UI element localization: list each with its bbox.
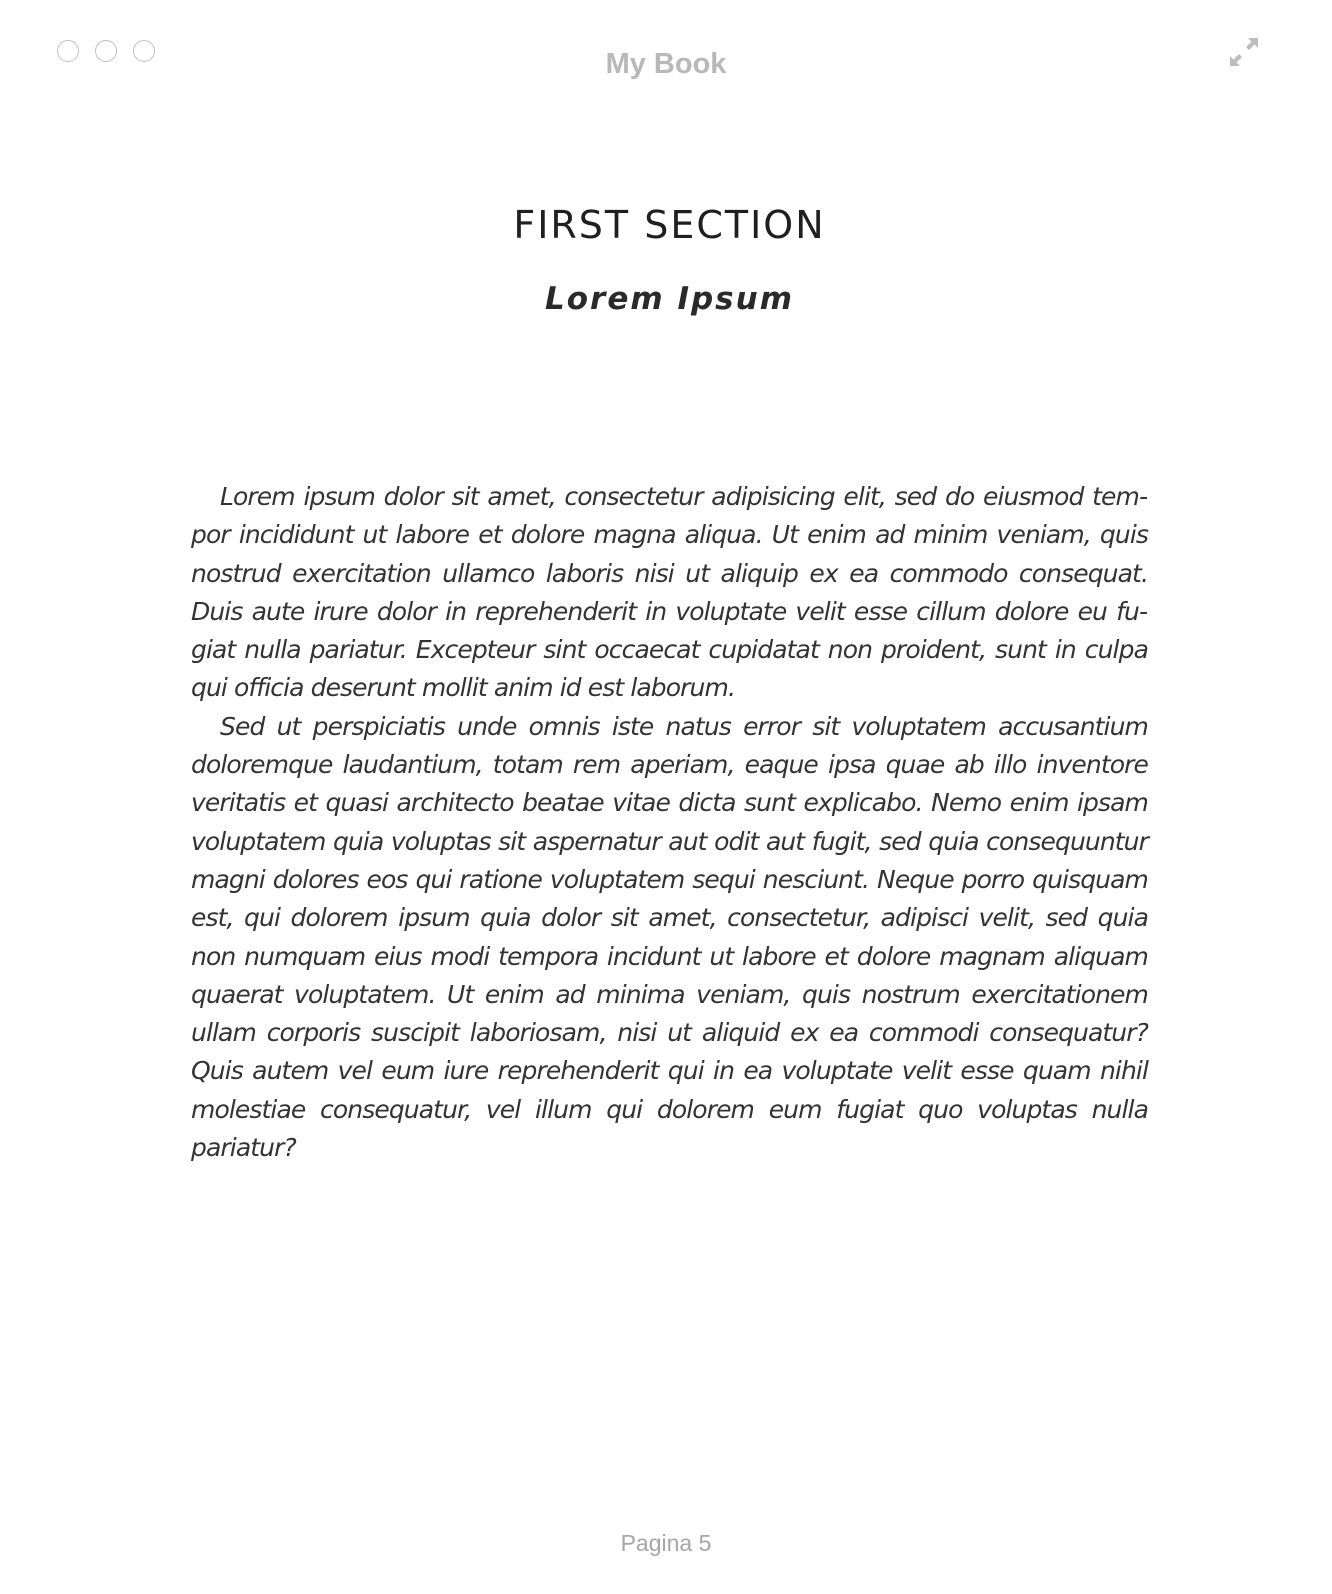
window-title: My Book <box>605 48 727 80</box>
body-text <box>191 478 1148 1167</box>
section-title: FIRST SECTION <box>513 203 826 247</box>
expand-arrows-icon[interactable] <box>1228 36 1260 68</box>
section-subtitle: Lorem Ipsum <box>544 281 794 317</box>
page-number: Pagina 5 <box>620 1530 712 1556</box>
paragraph-2: Sed ut perspiciatis unde omnis iste natus error sit voluptatem accusantium doloremque laudantium, totam rem aperiam, eaque ipsa quae ab illo inventore veritatis et quasi architecto beatae vitae dicta sunt explicabo. Nemo enim ipsam voluptatem quia voluptas sit aspernatur aut odit aut fugit, sed quia consequuntur magni dolores eos qui ratione voluptatem sequi nesciunt. Neque porro quisquam est, qui dolorem ipsum quia dolor sit amet, consectetur, adipisci velit, sed quia non numquam eius modi tempora incidunt ut labore et dolore magnam aliquam quaerat voluptatem. Ut enim ad minima veniam, quis nostrum exercitationem ullam corporis suscipit laboriosam, nisi ut aliquid ex ea commodi consequatur? Quis autem vel eum iure reprehenderit qui in ea voluptate velit esse quam nihil molestiae consequatur, vel illum qui dolorem eum fugiat quo voluptas nulla pariatur? <box>191 711 1148 1163</box>
paragraph-1: Lorem ipsum dolor sit amet, consectetur adipisicing elit, sed do eiusmod tempor incididunt ut labore et dolore magna aliqua. Ut enim ad minim veniam, quis nostrud exercitation ullamco laboris nisi ut aliquip ex ea commodo consequat. Duis aute irure dolor in reprehenderit in voluptate velit esse cillum dolore eu fugiat nulla pariatur. Excepteur sint occaecat cupidatat non proident, sunt in culpa qui officia deserunt mollit anim id est laborum. <box>191 482 1148 703</box>
